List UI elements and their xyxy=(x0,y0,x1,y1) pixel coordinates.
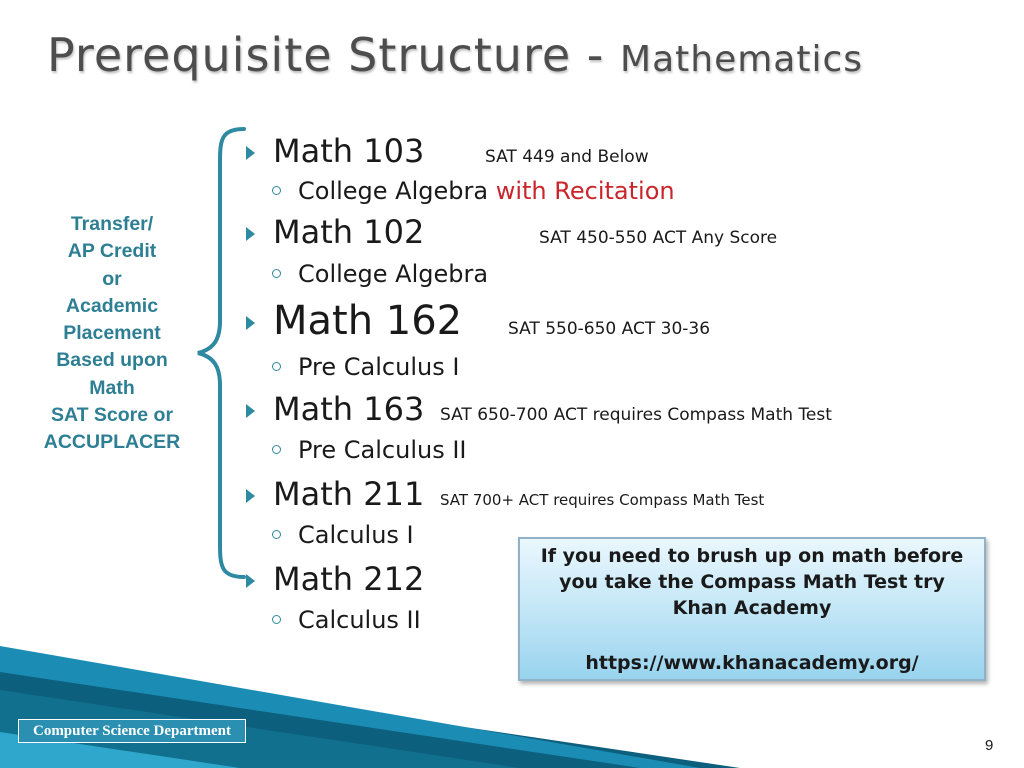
course-name: Math 211 xyxy=(273,475,425,513)
callout-line: Khan Academy xyxy=(672,597,832,619)
course-description-text: Pre Calculus II xyxy=(298,436,467,464)
course-requirement: SAT 650-700 ACT requires Compass Math Test xyxy=(440,405,832,425)
placement-note-line: Academic xyxy=(65,294,159,317)
course-description-text: Calculus II xyxy=(298,606,421,634)
placement-note-line: Placement xyxy=(63,322,161,345)
placement-note-line: SAT Score or xyxy=(50,404,174,427)
placement-note-line: AP Credit xyxy=(67,240,157,263)
course-description-text: College Algebra xyxy=(298,177,489,205)
callout-line: If you need to brush up on math before xyxy=(540,545,964,567)
placement-note-line: ACCUPLACER xyxy=(43,431,181,454)
placement-note-line: Based upon xyxy=(56,349,168,372)
placement-note-line: Math xyxy=(89,376,135,399)
course-requirement: SAT 449 and Below xyxy=(485,147,649,167)
department-label: Computer Science Department xyxy=(18,719,246,743)
course-name: Math 212 xyxy=(273,560,425,598)
course-name: Math 162 xyxy=(273,298,463,344)
khan-academy-link[interactable]: https://www.khanacademy.org/ xyxy=(585,652,919,674)
slide-title-main: Prerequisite Structure - xyxy=(47,28,621,82)
placement-note-line: Transfer/ xyxy=(70,213,154,235)
course-requirement: SAT 550-650 ACT 30-36 xyxy=(508,319,711,339)
slide-title-subject: Mathematics xyxy=(620,39,864,80)
course-requirement: SAT 450-550 ACT Any Score xyxy=(539,228,778,248)
course-description-highlight: with Recitation xyxy=(495,177,675,205)
course-name: Math 163 xyxy=(273,390,425,428)
callout-line: you take the Compass Math Test try xyxy=(559,571,945,593)
placement-note-line: or xyxy=(102,267,122,290)
course-description-text: College Algebra xyxy=(298,260,489,288)
course-requirement: SAT 700+ ACT requires Compass Math Test xyxy=(440,491,765,509)
course-name: Math 102 xyxy=(273,213,425,251)
page-number: 9 xyxy=(985,737,994,754)
course-description-text: Pre Calculus I xyxy=(298,353,460,381)
course-name: Math 103 xyxy=(273,132,425,170)
course-description-text: Calculus I xyxy=(298,521,414,549)
